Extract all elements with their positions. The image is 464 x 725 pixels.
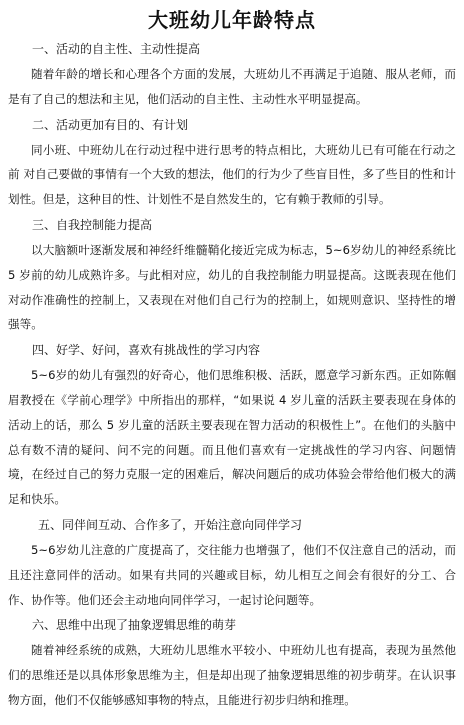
section-heading: 二、活动更加有目的、有计划 xyxy=(32,117,189,132)
section-paragraph: 5~6岁幼儿注意的广度提高了，交往能力也增强了，他们不仅注意自己的活动，而且还注意同伴的活动。如果有共同的兴趣或目标，幼儿相互之间会有很好的分工、合作、协作等。他们还会主动地向同伴学习，一起讨论问题等。 xyxy=(8,542,456,607)
section-2 xyxy=(8,112,456,212)
section-paragraph: 随着神经系统的成熟，大班幼儿思维水平较小、中班幼儿也有提高，表现为虽然他们的思维还是以具体形象思维为主，但是却出现了抽象逻辑思维的初步萌芽。在认识事物方面，他们不仅能够感知事物的特点，且能进行初步归纳和推理。 xyxy=(8,643,456,707)
section-paragraph: 同小班、中班幼儿在行动过程中进行思考的特点相比，大班幼儿已有可能在行动之前 对自己要做的事情有一个大致的想法，他们的行为少了些盲目性，多了些目的性和计划性。但是，这种目的性、计划性不是自然发生的，它有赖于教师的引导。 xyxy=(8,142,456,207)
section-5 xyxy=(8,512,456,612)
section-paragraph: 随着年龄的增长和心理各个方面的发展，大班幼儿不再满足于追随、服从老师，而是有了自己的想法和主见，他们活动的自主性、主动性水平明显提高。 xyxy=(8,67,456,106)
section-heading: 四、好学、好问，喜欢有挑战性的学习内容 xyxy=(32,343,261,358)
section-heading: 一、活动的自主性、主动性提高 xyxy=(32,42,201,56)
document-title: 大班幼儿年龄特点 xyxy=(148,8,316,32)
section-paragraph: 5~6岁的幼儿有强烈的好奇心，他们思维积极、活跃，愿意学习新东西。正如陈帼眉教授在《学前心理学》中所指出的那样，“如果说 4 岁儿童的活跃主要表现在身体的活动上的话，那么 5 岁儿童的活跃主要表现在智力活动的积极性上”。在他们的头脑中总有数不清的疑问、问不完的问题。而且他们喜欢有一定挑战性的学习内容、问题情境，在经过自己的努力克服一定的困难后，解决问题后的成功体验会带给他们极大的满足和快乐。 xyxy=(8,368,456,507)
section-3 xyxy=(8,212,456,337)
section-4 xyxy=(8,337,456,512)
section-1 xyxy=(8,36,456,112)
section-6 xyxy=(8,612,456,712)
section-heading: 五、同伴间互动、合作多了，开始注意向同伴学习 xyxy=(38,517,303,532)
section-heading: 六、思维中出现了抽象逻辑思维的萌芽 xyxy=(32,618,237,633)
section-paragraph: 以大脑额叶逐渐发展和神经纤维髓鞘化接近完成为标志，5~6岁幼儿的神经系统比 5 岁前的幼儿成熟许多。与此相对应，幼儿的自我控制能力明显提高。这既表现在他们对动作准确性的控制上，又表现在对他们自己行为的控制上，如规则意识、坚持性的增强等。 xyxy=(8,242,456,332)
section-heading: 三、自我控制能力提高 xyxy=(32,217,153,232)
